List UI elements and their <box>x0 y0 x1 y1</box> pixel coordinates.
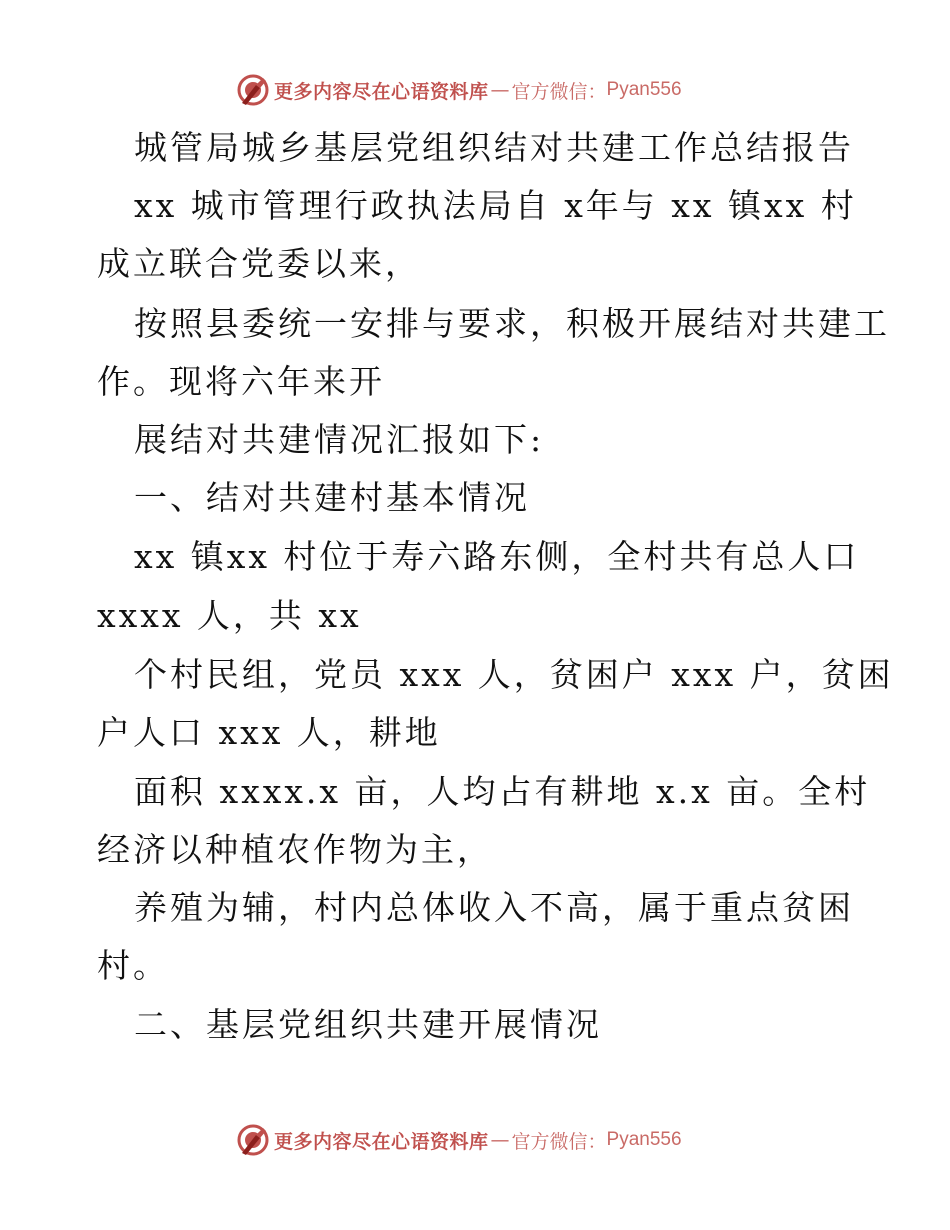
body-line: 户人口 xxx 人，耕地 <box>97 713 441 752</box>
body-line: 展结对共建情况汇报如下: <box>134 420 545 459</box>
watermark-wechat-id: Pyan556 <box>606 79 682 100</box>
body-line: 面积 xxxx.x 亩，人均占有耕地 x.x 亩。全村 <box>134 772 871 811</box>
watermark-wechat-id: Pyan556 <box>606 1129 682 1150</box>
body-line: 作。现将六年来开 <box>97 362 385 401</box>
body-line: 经济以种植农作物为主， <box>97 830 493 869</box>
header-watermark <box>236 72 682 108</box>
pen-circle-logo-icon <box>236 73 270 107</box>
body-line: 按照县委统一安排与要求，积极开展结对共建工 <box>134 304 890 343</box>
body-line: xx 镇xx 村位于寿六路东侧，全村共有总人口 <box>134 537 860 576</box>
body-line: 成立联合党委以来， <box>97 244 421 283</box>
watermark-brand: 更多内容尽在心语资料库 <box>274 1130 489 1153</box>
body-line: xxxx 人，共 xx <box>97 596 362 635</box>
watermark-wechat-label: 官方微信： <box>511 1130 607 1153</box>
body-line: 个村民组，党员 xxx 人，贫困户 xxx 户，贫困 <box>134 655 894 694</box>
watermark-wechat-label: 官方微信： <box>511 80 607 103</box>
watermark-separator: — <box>490 79 510 101</box>
section-heading: 二、基层党组织共建开展情况 <box>134 1005 602 1044</box>
body-line: xx 城市管理行政执法局自 x年与 xx 镇xx 村 <box>134 186 857 225</box>
footer-watermark <box>236 1122 682 1158</box>
pen-circle-logo-icon <box>236 1123 270 1157</box>
body-line: 养殖为辅，村内总体收入不高，属于重点贫困 <box>134 888 854 927</box>
section-heading: 一、结对共建村基本情况 <box>134 478 530 517</box>
watermark-separator: — <box>490 1129 510 1151</box>
body-line: 村。 <box>97 946 169 985</box>
watermark-brand: 更多内容尽在心语资料库 <box>274 80 489 103</box>
document-title: 城管局城乡基层党组织结对共建工作总结报告 <box>134 128 854 167</box>
